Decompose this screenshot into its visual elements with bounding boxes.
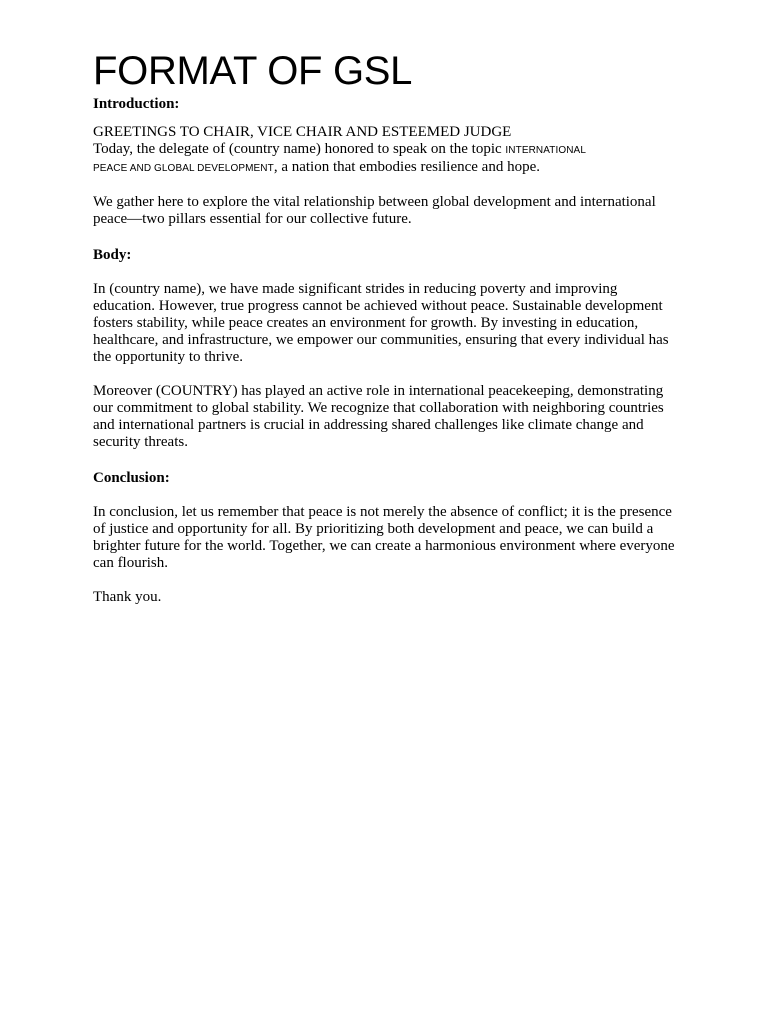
body-paragraph-1: In (country name), we have made significant strides in reducing poverty and improving education. However, true progress cannot be achieved without peace. Sustainable development fosters stability, while peace creates an environment for growth. By investing in education, healthcare, and infrastructure, we empower our communities, ensuring that every individual has the opportunity to thrive. <box>93 281 669 365</box>
document-page <box>93 48 678 606</box>
spacer <box>93 572 678 589</box>
introduction-heading: Introduction: <box>93 96 180 112</box>
spacer <box>93 366 678 383</box>
spacer <box>93 228 678 245</box>
body-heading: Body: <box>93 247 132 263</box>
spacer <box>93 177 678 194</box>
intro-line-end: , a nation that embodies resilience and hope. <box>273 159 540 175</box>
greeting-line: GREETINGS TO CHAIR, VICE CHAIR AND ESTEEMED JUDGE <box>93 124 512 140</box>
intro-line-start: Today, the delegate of (country name) honored to speak on the topic <box>93 141 506 157</box>
intro-topic-line <box>93 141 678 177</box>
body-paragraph-2: Moreover (COUNTRY) has played an active role in international peacekeeping, demonstrating our commitment to global stability. We recognize that collaboration with neighboring countries and international partners is crucial in addressing shared challenges like climate change and security threats. <box>93 383 664 450</box>
conclusion-heading: Conclusion: <box>93 470 170 486</box>
topic-part1: INTERNATIONAL <box>505 145 586 156</box>
topic-part2: PEACE AND GLOBAL DEVELOPMENT <box>93 163 274 174</box>
conclusion-paragraph: In conclusion, let us remember that peace is not merely the absence of conflict; it is the presence of justice and opportunity for all. By prioritizing both development and peace, we can build a brighter future for the world. Together, we can create a harmonious environment where everyone can flourish. <box>93 504 675 571</box>
intro-paragraph: We gather here to explore the vital relationship between global development and international peace—two pillars essential for our collective future. <box>93 194 656 227</box>
document-title: FORMAT OF GSL <box>93 49 413 93</box>
spacer <box>93 451 678 468</box>
spacer <box>93 487 678 504</box>
spacer <box>93 264 678 281</box>
closing-line: Thank you. <box>93 589 162 605</box>
